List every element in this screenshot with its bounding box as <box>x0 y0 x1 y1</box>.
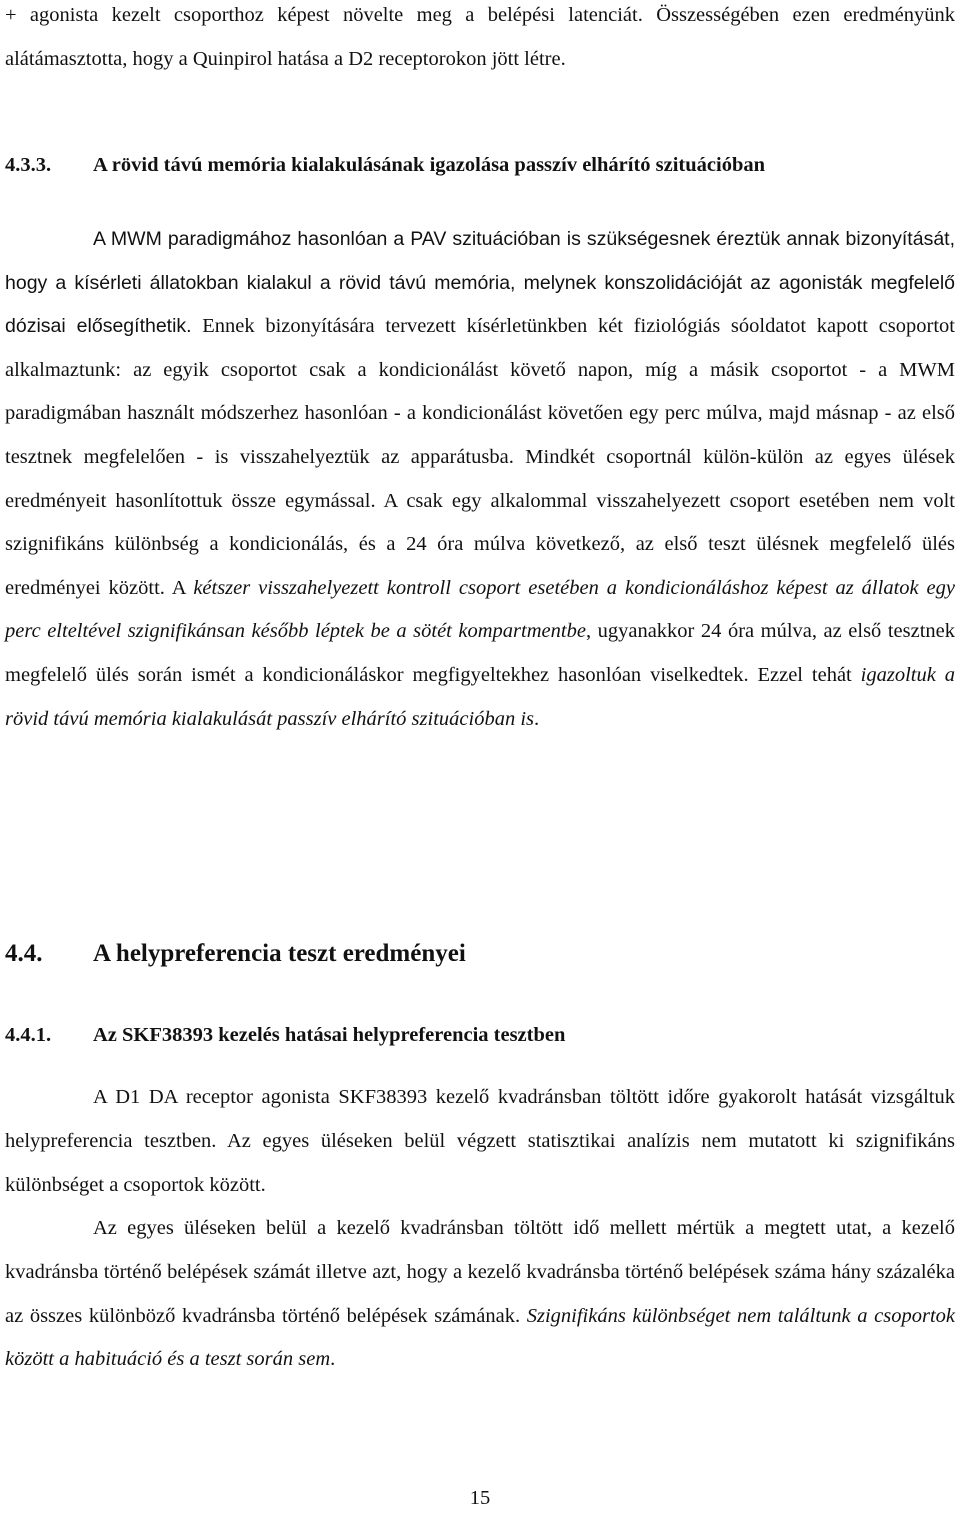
paragraph-end: . <box>534 707 540 730</box>
paragraph-end: . <box>330 1348 336 1371</box>
section-title: A helypreferencia teszt eredményei <box>93 940 466 967</box>
paragraph-4-4-1-b <box>5 1207 955 1382</box>
top-paragraph-text: + agonista kezelt csoporthoz képest növelte meg a belépési latenciát. Összességében ezen eredményünk alátámasztotta, hogy a Quinpirol hatása a D2 receptorokon jött létre. <box>5 4 955 70</box>
section-number: 4.4.1. <box>5 1024 52 1046</box>
paragraph-italic: Szignifikáns különbséget nem találtunk a csoportok között a habituáció és a teszt során sem <box>5 1304 955 1371</box>
paragraph-text: A D1 DA receptor agonista SKF38393 kezelő kvadránsban töltött időre gyakorolt hatását vizsgáltuk helypreferencia tesztben. Az egyes üléseken belül végzett statisztikai analízis nem mutatott ki szignifikáns különbséget a csoportok között. <box>5 1086 955 1196</box>
section-4-4-1-heading <box>5 1024 565 1047</box>
page-number: 15 <box>469 1487 491 1509</box>
paragraph-part1: Ennek bizonyítására tervezett kísérletünkben két fiziológiás sóoldatot kapott csoportot alkalmaztunk: az egyik csoportot csak a kondicionálást követő napon, míg a másik csoportot - a MWM paradigmában használt módszerhez hasonlóan - a kondicionálást követően egy perc múlva, majd másnap - az első tesztnek megfelelően - is visszahelyeztük az apparátusba. Mindkét csoportnál külön-külön az egyes ülések eredményeit hasonlítottuk össze egymással. A csak egy alkalommal visszahelyezett csoport esetében nem volt szignifikáns különbség a kondicionálás, és a 24 óra múlva következő, az első teszt ülésnek megfelelő ülés eredményei között. A <box>5 315 955 599</box>
section-title: Az SKF38393 kezelés hatásai helypreferencia tesztben <box>93 1024 566 1046</box>
paragraph-4-4-1-a <box>5 1076 955 1207</box>
section-4-3-3-heading <box>5 154 765 177</box>
paragraph-4-3-3 <box>5 218 955 741</box>
section-number: 4.3.3. <box>5 154 52 176</box>
section-number: 4.4. <box>5 940 43 967</box>
section-4-4-heading <box>5 940 466 968</box>
paragraph-italic1: kétszer visszahelyezett kontroll csoport esetében a kondicionáláshoz képest az állatok egy perc elteltével szignifikánsan később léptek be a sötét kompartmentbe <box>5 576 955 643</box>
paragraph-sans-part: A MWM paradigmához hasonlóan a PAV szituációban is szükségesnek éreztük annak bizonyítását, hogy a kísérleti állatokban kialakul a rövid távú memória, melynek konszolidációját az agonisták megfelelő dózisai elősegíthetik. <box>5 228 955 338</box>
paragraph-text: Az egyes üléseken belül a kezelő kvadránsban töltött idő mellett mértük a megtett utat, a kezelő kvadránsba történő belépések számát illetve azt, hogy a kezelő kvadránsba történő belépések száma hány százaléka az összes különböző kvadránsba történő belépések számának. <box>5 1217 955 1327</box>
paragraph-italic2: igazoltuk a rövid távú memória kialakulását passzív elhárító szituációban is <box>5 663 955 730</box>
top-paragraph <box>5 0 955 81</box>
section-title: A rövid távú memória kialakulásának igazolása passzív elhárító szituációban <box>93 154 765 176</box>
paragraph-part2: , ugyanakkor 24 óra múlva, az első tesztnek megfelelő ülés során ismét a kondicionáláskor megfigyeltekhez hasonlóan viselkedtek. Ezzel tehát <box>5 620 956 686</box>
